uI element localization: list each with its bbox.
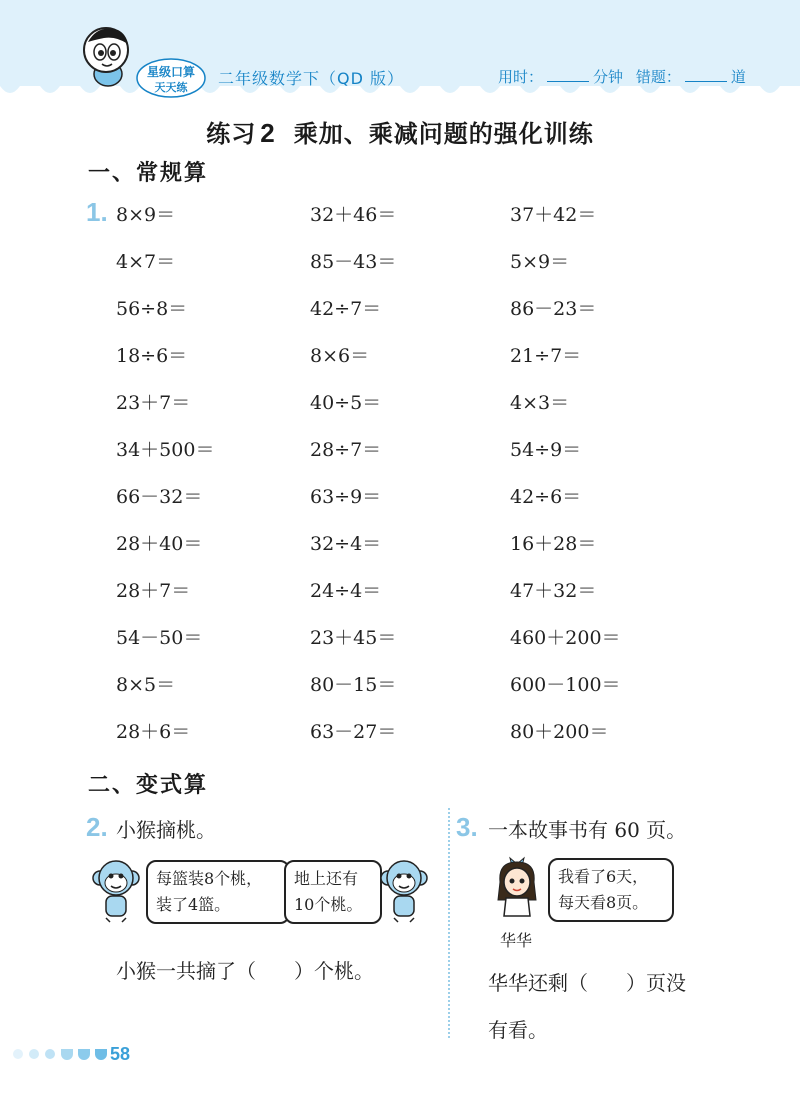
calc-item: 24÷4＝ <box>310 580 382 602</box>
calc-item: 37＋42＝ <box>510 204 597 226</box>
calc-item: 34＋500＝ <box>116 439 215 461</box>
calc-item: 32÷4＝ <box>310 533 382 555</box>
monkey-right-icon <box>380 856 428 924</box>
footer-dots-decoration <box>12 1046 108 1062</box>
calc-item: 18÷6＝ <box>116 345 188 367</box>
q3-answer-after: ）页没 <box>626 971 686 995</box>
character-name: 华华 <box>500 931 533 950</box>
calc-item: 86－23＝ <box>510 298 597 320</box>
calc-item: 28＋7＝ <box>116 580 191 602</box>
question-3-prompt: 一本故事书有 60 页。 <box>488 818 687 842</box>
column-divider <box>448 808 450 1038</box>
calc-item: 28＋40＝ <box>116 533 203 555</box>
monkey-left-icon <box>92 856 140 924</box>
svg-text:天天练: 天天练 <box>154 81 188 94</box>
calc-item: 4×7＝ <box>116 251 176 273</box>
calc-item: 28÷7＝ <box>310 439 382 461</box>
calc-item: 4×3＝ <box>510 392 570 414</box>
calc-item: 85－43＝ <box>310 251 397 273</box>
timer-record <box>498 66 746 87</box>
girl-huahua-icon <box>494 852 540 918</box>
lesson-number: 2 <box>260 118 276 148</box>
question-2-answer <box>116 955 374 984</box>
calc-item: 21÷7＝ <box>510 345 582 367</box>
calc-item: 8×9＝ <box>116 204 176 226</box>
bubble-right-line1: 地上还有 <box>294 869 359 888</box>
calc-item: 16＋28＝ <box>510 533 597 555</box>
lesson-prefix: 练习 <box>206 120 257 148</box>
q3-answer-before: 华华还剩（ <box>488 971 588 995</box>
calc-item: 28＋6＝ <box>116 721 191 743</box>
calc-item: 23＋45＝ <box>310 627 397 649</box>
mascot-icon <box>78 22 138 88</box>
minute-label: 分钟 <box>593 68 624 86</box>
calc-item: 5×9＝ <box>510 251 570 273</box>
calc-item: 460＋200＝ <box>510 627 621 649</box>
bubble-left-line1: 每篮装8个桃， <box>156 869 263 888</box>
error-label: 错题： <box>635 68 681 86</box>
calc-item: 32＋46＝ <box>310 204 397 226</box>
question-3-answer-line2: 有看。 <box>488 1018 548 1042</box>
brand-logo <box>136 58 206 102</box>
calc-item: 66－32＝ <box>116 486 203 508</box>
calc-item: 63÷9＝ <box>310 486 382 508</box>
question-number-1: 1. <box>86 197 108 227</box>
bubble-right-line2: 10个桃。 <box>294 895 363 914</box>
calc-item: 23＋7＝ <box>116 392 191 414</box>
calc-item: 8×5＝ <box>116 674 176 696</box>
section-heading-regular: 一、常规算 <box>88 161 209 186</box>
question-3-answer-line1 <box>488 967 686 996</box>
page-number: 58 <box>110 1044 131 1064</box>
calc-item: 54－50＝ <box>116 627 203 649</box>
lesson-title <box>0 114 800 149</box>
page-header <box>0 0 800 102</box>
time-blank <box>547 67 589 82</box>
calc-item: 8×6＝ <box>310 345 370 367</box>
calc-item: 80－15＝ <box>310 674 397 696</box>
bubble-huahua-line2: 每天看8页。 <box>558 893 649 912</box>
question-2-prompt: 小猴摘桃。 <box>116 818 216 842</box>
calc-item: 600－100＝ <box>510 674 621 696</box>
q2-answer-after: ）个桃。 <box>294 959 374 983</box>
bubble-left-line2: 装了4篮。 <box>156 895 231 914</box>
question-number-2: 2. <box>86 812 108 842</box>
section-heading-variant: 二、变式算 <box>88 773 209 798</box>
time-label: 用时： <box>498 68 544 86</box>
calc-item: 54÷9＝ <box>510 439 582 461</box>
question-number-3: 3. <box>456 812 478 842</box>
item-label: 道 <box>730 68 746 86</box>
bubble-huahua-line1: 我看了6天， <box>558 867 649 886</box>
lesson-name: 乘加、乘减问题的强化训练 <box>293 120 594 148</box>
error-blank <box>685 67 727 82</box>
calc-item: 47＋32＝ <box>510 580 597 602</box>
speech-bubble-huahua <box>548 858 674 922</box>
q2-answer-before: 小猴一共摘了（ <box>116 959 256 983</box>
book-title: 二年级数学下（QD 版） <box>218 69 405 88</box>
calc-item: 80＋200＝ <box>510 721 609 743</box>
speech-bubble-right <box>284 860 382 924</box>
calc-item: 40÷5＝ <box>310 392 382 414</box>
svg-text:星级口算: 星级口算 <box>146 65 196 79</box>
calc-item: 56÷8＝ <box>116 298 188 320</box>
speech-bubble-left <box>146 860 290 924</box>
calc-item: 42÷7＝ <box>310 298 382 320</box>
calc-item: 42÷6＝ <box>510 486 582 508</box>
calc-item: 63－27＝ <box>310 721 397 743</box>
